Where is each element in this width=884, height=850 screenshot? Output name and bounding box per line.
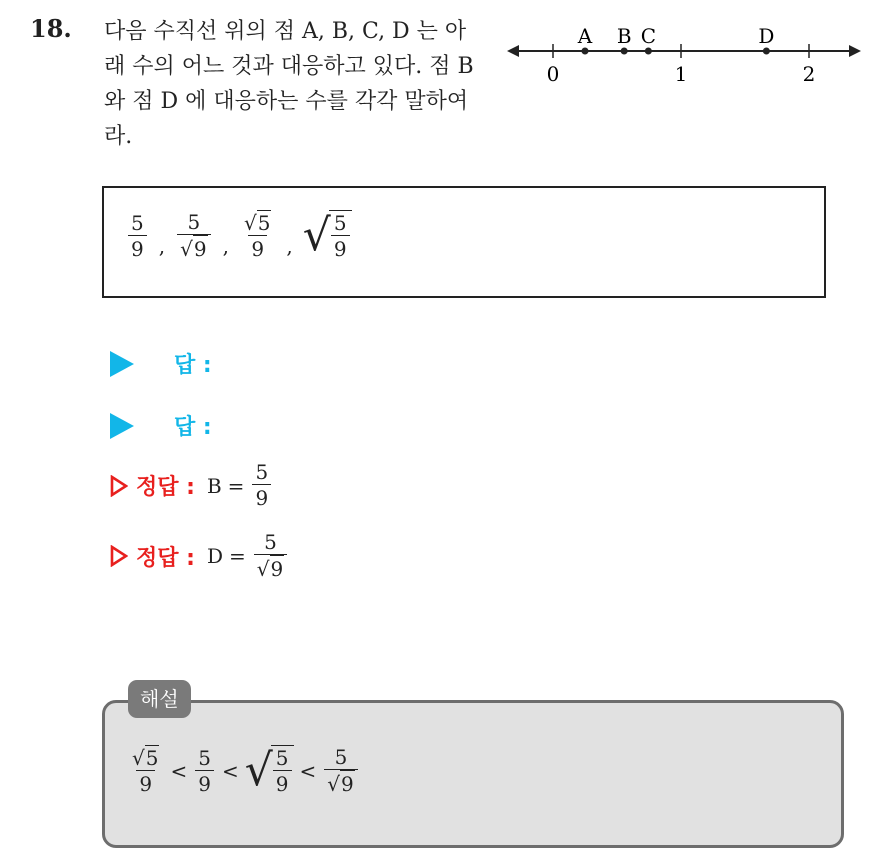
outline-triangle-icon [110, 545, 128, 567]
explanation-expression: $\frac{√5}{9}$ < $\frac{5}{9}$ < √ $\frac{5}{9}$ < $\frac{5}{√9}$ [127, 745, 360, 797]
choice-separator: , [158, 234, 166, 258]
point-label-d: D [758, 24, 775, 48]
less-than-sign: < [221, 759, 239, 783]
less-than-sign: < [170, 759, 188, 783]
question-number: 18. [30, 14, 72, 43]
point-b [621, 48, 628, 55]
correct-answer-2 [110, 530, 289, 582]
answer-variable: D [206, 544, 224, 568]
less-than-sign: < [299, 759, 317, 783]
correct-label: 정답 : [136, 545, 195, 571]
choice-2: $\frac{5}{√9}$ [177, 210, 210, 262]
tick-label: 0 [546, 62, 560, 86]
outline-triangle-icon [110, 475, 128, 497]
explanation-tag: 해설 [128, 680, 191, 718]
answer-blank-1 [110, 348, 212, 379]
answer-variable: B [206, 473, 222, 498]
answer-label: 답 : [174, 353, 212, 378]
choices-box [102, 186, 826, 298]
answer-blank-2 [110, 410, 212, 441]
answer-label: 답 : [174, 415, 212, 440]
tick-label: 2 [802, 62, 816, 86]
correct-label: 정답 : [136, 475, 195, 500]
play-triangle-icon [110, 413, 134, 439]
point-c [645, 48, 652, 55]
point-label-a: A [577, 24, 593, 48]
equals-sign: = [229, 544, 246, 568]
point-label-c: C [640, 24, 657, 48]
choice-4: √ $\frac{5}{9}$ [303, 210, 352, 262]
question-text: 다음 수직선 위의 점 A, B, C, D 는 아래 수의 어느 것과 대응하고 있다. 점 B 와 점 D 에 대응하는 수를 각각 말하여라. [104, 19, 474, 149]
equals-sign: = [227, 473, 245, 498]
point-d [763, 48, 770, 55]
number-line [505, 18, 865, 98]
play-triangle-icon [110, 351, 134, 377]
explanation-box [102, 700, 844, 848]
answer-value: $\frac{5}{√9}$ [254, 530, 287, 582]
choice-separator: , [286, 234, 293, 258]
answer-value: $\frac{5}{9}$ [252, 460, 271, 511]
tick-label: 1 [674, 62, 688, 86]
point-label-b: B [616, 24, 632, 48]
correct-answer-1 [110, 460, 273, 511]
choice-1: $\frac{5}{9}$ [128, 211, 147, 262]
choices-expression [126, 210, 352, 262]
choice-3: $\frac{√5}{9}$ [243, 211, 271, 261]
point-a [582, 48, 589, 55]
choice-separator: , [222, 234, 229, 258]
